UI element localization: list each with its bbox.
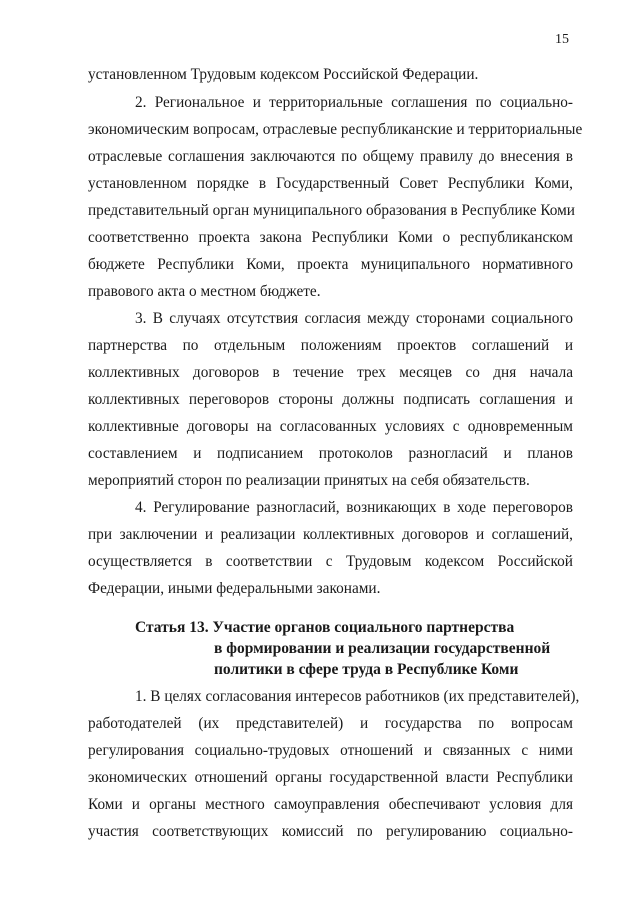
paragraph-2-line: представительный орган муниципального образования в Республике Коми (88, 202, 575, 219)
page-number: 15 (555, 32, 569, 47)
paragraph-2-line: бюджете Республики Коми, проекта муниципального нормативного (88, 256, 573, 273)
text-line: установленном Трудовым кодексом Российской Федерации. (88, 66, 479, 83)
paragraph-3-line: коллективных договоров в течение трех месяцев со дня начала (88, 364, 573, 381)
paragraph-4-line: Федерации, иными федеральными законами. (88, 580, 381, 597)
article-13-paragraph-1-line: работодателей (их представителей) и государства по вопросам (88, 715, 573, 732)
paragraph-2-line: правового акта о местном бюджете. (88, 283, 321, 300)
paragraph-4-line: осуществляется в соответствии с Трудовым кодексом Российской (88, 553, 573, 570)
paragraph-3-line: коллективные договоры на согласованных условиях с одновременным (88, 418, 573, 435)
paragraph-2-line: 2. Региональное и территориальные соглашения по социально- (135, 94, 573, 111)
paragraph-3-line: коллективных переговоров стороны должны подписать соглашения и (88, 391, 573, 408)
paragraph-4-line: 4. Регулирование разногласий, возникающих в ходе переговоров (135, 499, 573, 516)
article-13-paragraph-1-line: участия соответствующих комиссий по регулированию социально- (88, 823, 573, 840)
article-heading: политики в сфере труда в Республике Коми (214, 661, 519, 678)
paragraph-3-line: партнерства по отдельным положениям проектов соглашений и (88, 337, 573, 354)
paragraph-2-line: отраслевые соглашения заключаются по общему правилу до внесения в (88, 148, 573, 165)
article-heading: Статья 13. Участие органов социального партнерства (135, 619, 515, 636)
paragraph-3-line: мероприятий сторон по реализации принятых на себя обязательств. (88, 472, 530, 489)
paragraph-3-line: составлением и подписанием протоколов разногласий и планов (88, 445, 573, 462)
paragraph-4-line: при заключении и реализации коллективных договоров и соглашений, (88, 526, 573, 543)
paragraph-2-line: установленном порядке в Государственный Совет Республики Коми, (88, 175, 573, 192)
article-heading: в формировании и реализации государственной (214, 640, 551, 657)
paragraph-2-line: экономическим вопросам, отраслевые республиканские и территориальные (88, 121, 583, 138)
paragraph-2-line: соответственно проекта закона Республики Коми о республиканском (88, 229, 573, 246)
article-13-paragraph-1-line: регулирования социально-трудовых отношений и связанных с ними (88, 742, 573, 759)
article-13-paragraph-1-line: экономических отношений органы государственной власти Республики (88, 769, 573, 786)
article-13-paragraph-1-line: 1. В целях согласования интересов работников (их представителей), (135, 688, 580, 705)
paragraph-3-line: 3. В случаях отсутствия согласия между сторонами социального (135, 310, 573, 327)
article-13-paragraph-1-line: Коми и органы местного самоуправления обеспечивают условия для (88, 796, 573, 813)
